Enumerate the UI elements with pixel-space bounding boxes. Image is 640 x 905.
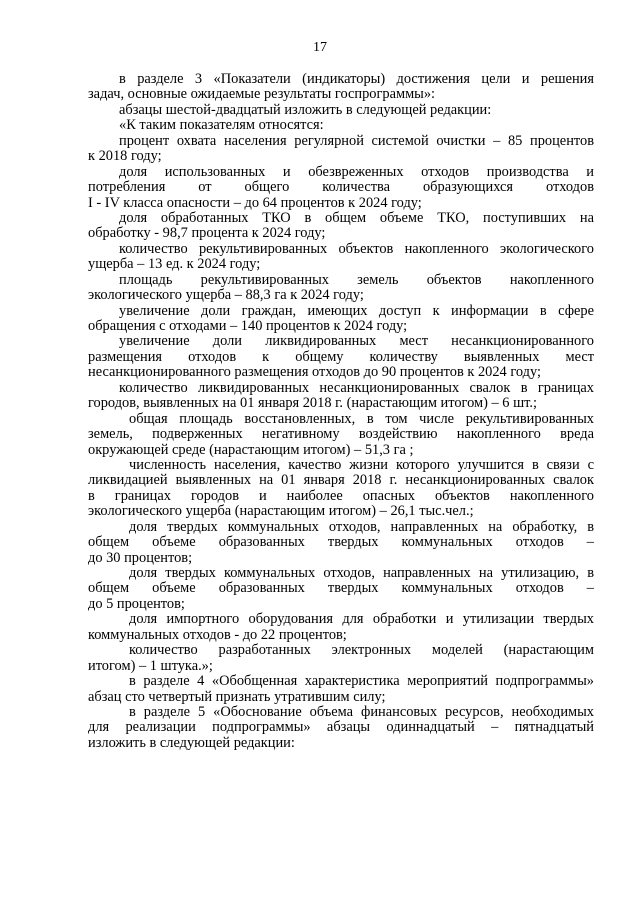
text-line: изложить в следующей редакции: — [88, 734, 295, 751]
text-line: задач, основные ожидаемые результаты госпрограммы»: — [88, 86, 436, 103]
text-line: увеличение доли ликвидированных мест несанкционированного — [119, 333, 594, 350]
text-line: размещения отходов к общему количеству выявленных мест — [88, 348, 594, 365]
text-line: ликвидацией выявленных на 01 января 2018 г. несанкционированных свалок — [88, 472, 594, 489]
text-line: доля твердых коммунальных отходов, направленных на обработку, в — [129, 518, 594, 535]
text-line: количество рекультивированных объектов накопленного экологического — [119, 240, 594, 257]
text-line: общем объеме образованных твердых коммунальных отходов – — [88, 534, 594, 551]
text-line: «К таким показателям относятся: — [119, 117, 324, 134]
text-line: в разделе 5 «Обоснование объема финансовых ресурсов, необходимых — [129, 703, 594, 720]
text-line: количество разработанных электронных моделей (нарастающим — [129, 642, 594, 659]
text-line: площадь рекультивированных земель объектов накопленного — [119, 271, 594, 288]
text-line: I - IV класса опасности – до 64 процентов к 2024 году; — [88, 194, 422, 211]
text-line: численность населения, качество жизни которого улучшится в связи с — [129, 456, 594, 473]
document-body — [88, 72, 594, 751]
text-line: в границах городов и наиболее опасных объектов накопленного — [88, 487, 594, 504]
text-line: доля твердых коммунальных отходов, направленных на утилизацию, в — [129, 565, 594, 581]
text-line: ущерба – 13 ед. к 2024 году; — [88, 256, 261, 273]
text-line: абзацы шестой-двадцатый изложить в следующей редакции: — [119, 101, 492, 118]
text-line: обращения с отходами – 140 процентов к 2024 году; — [88, 318, 408, 334]
text-line: процент охвата населения регулярной системой очистки – 85 процентов — [119, 132, 594, 149]
text-line: несанкционированного размещения отходов до 90 процентов к 2024 году; — [88, 364, 541, 381]
text-line: общая площадь восстановленных, в том числе рекультивированных — [129, 410, 594, 427]
text-line: в разделе 3 «Показатели (индикаторы) достижения цели и решения — [119, 71, 594, 87]
text-line: городов, выявленных на 01 января 2018 г. (нарастающим итогом) – 6 шт.; — [88, 395, 537, 412]
text-line: до 30 процентов; — [88, 549, 193, 566]
text-line: в разделе 4 «Обобщенная характеристика мероприятий подпрограммы» — [129, 673, 594, 690]
text-line: к 2018 году; — [88, 148, 162, 165]
text-line: обработку - 98,7 процента к 2024 году; — [88, 225, 326, 242]
text-line: экологического ущерба – 88,3 га к 2024 году; — [88, 287, 364, 304]
text-line: окружающей среде (нарастающим итогом) – 51,3 га ; — [88, 441, 414, 458]
text-line: до 5 процентов; — [88, 595, 185, 612]
text-line: потребления от общего количества образующихся отходов — [88, 179, 594, 196]
text-line: для реализации подпрограммы» абзацы одиннадцатый – пятнадцатый — [88, 719, 594, 736]
text-line: экологического ущерба (нарастающим итогом) – 26,1 тыс.чел.; — [88, 503, 474, 520]
text-line: доля импортного оборудования для обработки и утилизации твердых — [129, 611, 594, 628]
text-line: доля обработанных ТКО в общем объеме ТКО, поступивших на — [119, 209, 594, 226]
text-line: итогом) – 1 штука.»; — [88, 657, 213, 674]
text-line: доля использованных и обезвреженных отходов производства и — [119, 163, 594, 180]
text-line: увеличение доли граждан, имеющих доступ к информации в сфере — [119, 302, 594, 319]
text-line: общем объеме образованных твердых коммунальных отходов – — [88, 580, 594, 597]
text-line: абзац сто четвертый признать утратившим силу; — [88, 688, 386, 705]
text-line: земель, подверженных негативному воздействию накопленного вреда — [88, 426, 594, 443]
text-line: количество ликвидированных несанкционированных свалок в границах — [119, 379, 594, 396]
text-line: коммунальных отходов - до 22 процентов; — [88, 626, 347, 643]
page-number: 17 — [313, 40, 327, 55]
